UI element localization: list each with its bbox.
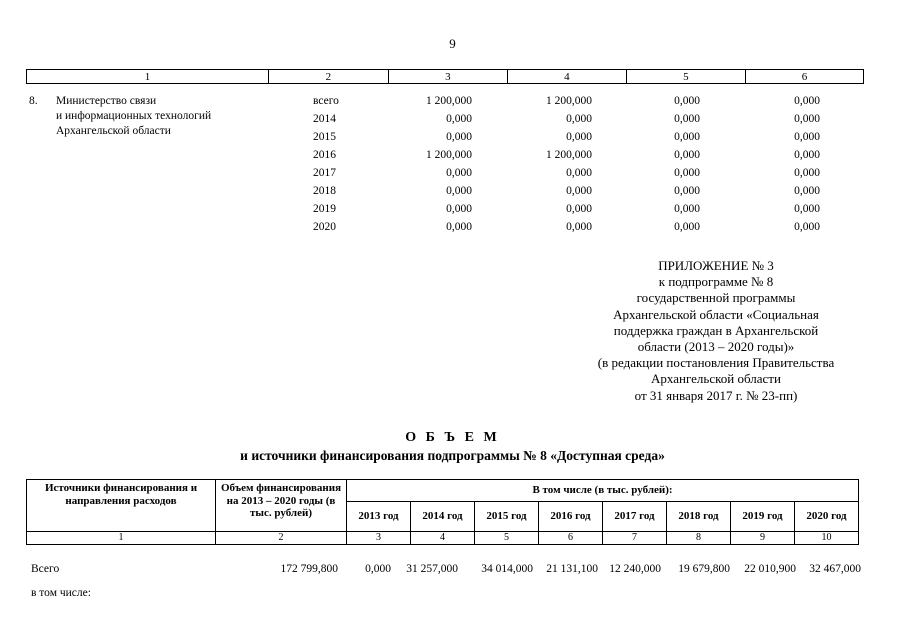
header-year-2013: 2013 год — [347, 502, 411, 532]
cell-col-5: 0,000 — [674, 131, 700, 143]
index-cell: 3 — [347, 532, 411, 545]
ministry-name-line-2: и информационных технологий — [56, 110, 212, 122]
index-cell: 8 — [667, 532, 731, 545]
row-year: всего — [313, 95, 339, 107]
total-volume: 172 799,800 — [280, 563, 338, 575]
total-2018: 19 679,800 — [678, 563, 730, 575]
cell-col-5: 0,000 — [674, 113, 700, 125]
appendix-line: Архангельской области — [651, 371, 781, 387]
document-subtitle: и источники финансирования подпрограммы № 8 «Доступная среда» — [240, 448, 665, 463]
cell-col-6: 0,000 — [794, 221, 820, 233]
cell-col-4: 0,000 — [566, 131, 592, 143]
cell-col-4: 1 200,000 — [546, 149, 592, 161]
cell-col-6: 0,000 — [794, 149, 820, 161]
header-sources-label: Источники финансирования и направления расходов — [44, 482, 198, 507]
cell-col-3: 0,000 — [446, 221, 472, 233]
index-cell: 6 — [539, 532, 603, 545]
top-col-6: 6 — [745, 70, 863, 84]
cell-col-6: 0,000 — [794, 167, 820, 179]
total-label: Всего — [31, 563, 60, 575]
header-year-2017: 2017 год — [603, 502, 667, 532]
header-year-2016: 2016 год — [539, 502, 603, 532]
row-year: 2020 — [313, 221, 336, 233]
row-year: 2015 — [313, 131, 336, 143]
appendix-line: области (2013 – 2020 годы)» — [637, 339, 795, 355]
row-year: 2014 — [313, 113, 336, 125]
index-cell: 10 — [795, 532, 859, 545]
cell-col-3: 0,000 — [446, 167, 472, 179]
table-row — [26, 95, 864, 113]
total-2014: 31 257,000 — [406, 563, 458, 575]
cell-col-6: 0,000 — [794, 131, 820, 143]
top-col-3: 3 — [388, 70, 507, 84]
top-col-5: 5 — [626, 70, 745, 84]
total-2017: 12 240,000 — [609, 563, 661, 575]
top-col-4: 4 — [507, 70, 626, 84]
appendix-line: поддержка граждан в Архангельской — [613, 322, 819, 338]
cell-col-5: 0,000 — [674, 95, 700, 107]
header-year-2014: 2014 год — [411, 502, 475, 532]
cell-col-4: 0,000 — [566, 113, 592, 125]
total-2019: 22 010,900 — [744, 563, 796, 575]
cell-col-3: 1 200,000 — [426, 95, 472, 107]
cell-col-4: 0,000 — [566, 221, 592, 233]
table-row — [26, 149, 864, 167]
top-col-1: 1 — [27, 70, 269, 84]
cell-col-3: 0,000 — [446, 113, 472, 125]
cell-col-6: 0,000 — [794, 95, 820, 107]
appendix-line: ПРИЛОЖЕНИЕ № 3 — [658, 258, 774, 273]
total-2016: 21 131,100 — [546, 563, 598, 575]
ministry-name-line-3: Архангельской области — [56, 125, 171, 137]
table-row — [26, 131, 864, 149]
index-cell: 7 — [603, 532, 667, 545]
cell-col-4: 0,000 — [566, 203, 592, 215]
cell-col-3: 0,000 — [446, 131, 472, 143]
cell-col-3: 0,000 — [446, 185, 472, 197]
total-2015: 34 014,000 — [481, 563, 533, 575]
index-cell: 5 — [475, 532, 539, 545]
appendix-block — [560, 258, 872, 404]
total-2013: 0,000 — [365, 563, 391, 575]
appendix-line: (в редакции постановления Правительства — [597, 355, 835, 371]
header-year-2020: 2020 год — [795, 502, 859, 532]
cell-col-6: 0,000 — [794, 113, 820, 125]
header-year-2018: 2018 год — [667, 502, 731, 532]
including-label: в том числе: — [31, 587, 91, 599]
cell-col-6: 0,000 — [794, 185, 820, 197]
header-volume — [216, 480, 347, 532]
row-year: 2017 — [313, 167, 336, 179]
page-number: 9 — [449, 36, 456, 51]
cell-col-6: 0,000 — [794, 203, 820, 215]
row-year: 2016 — [313, 149, 336, 161]
index-cell: 4 — [411, 532, 475, 545]
header-volume-label: Объем финансирования на 2013 – 2020 годы (в тыс. рублей) — [220, 482, 342, 519]
table-row — [26, 185, 864, 203]
top-col-2: 2 — [268, 70, 388, 84]
ministry-name-line-1: Министерство связи — [56, 95, 157, 107]
appendix-line: от 31 января 2017 г. № 23-пп) — [634, 387, 798, 403]
index-cell: 2 — [216, 532, 347, 545]
total-row — [26, 563, 864, 579]
table-row — [26, 221, 864, 239]
top-table-header — [26, 69, 864, 84]
appendix-line: к подпрограмме № 8 — [658, 274, 774, 290]
cell-col-5: 0,000 — [674, 185, 700, 197]
cell-col-4: 0,000 — [566, 185, 592, 197]
index-cell: 1 — [27, 532, 216, 545]
row-year: 2018 — [313, 185, 336, 197]
cell-col-3: 1 200,000 — [426, 149, 472, 161]
table-row — [26, 113, 864, 131]
total-2020: 32 467,000 — [809, 563, 861, 575]
cell-col-5: 0,000 — [674, 203, 700, 215]
document-title: О Б Ъ Е М — [405, 430, 500, 445]
funding-table-header — [26, 479, 859, 545]
table-row — [26, 203, 864, 221]
cell-col-5: 0,000 — [674, 149, 700, 161]
appendix-line: Архангельской области «Социальная — [613, 306, 819, 322]
cell-col-4: 0,000 — [566, 167, 592, 179]
cell-col-5: 0,000 — [674, 221, 700, 233]
header-year-2015: 2015 год — [475, 502, 539, 532]
header-sources — [27, 480, 216, 532]
row-year: 2019 — [313, 203, 336, 215]
header-including: В том числе (в тыс. рублей): — [347, 480, 859, 502]
appendix-line: государственной программы — [636, 290, 796, 306]
header-year-2019: 2019 год — [731, 502, 795, 532]
cell-col-4: 1 200,000 — [546, 95, 592, 107]
table-row — [26, 167, 864, 185]
cell-col-5: 0,000 — [674, 167, 700, 179]
index-cell: 9 — [731, 532, 795, 545]
cell-col-3: 0,000 — [446, 203, 472, 215]
row-number: 8. — [29, 95, 38, 107]
